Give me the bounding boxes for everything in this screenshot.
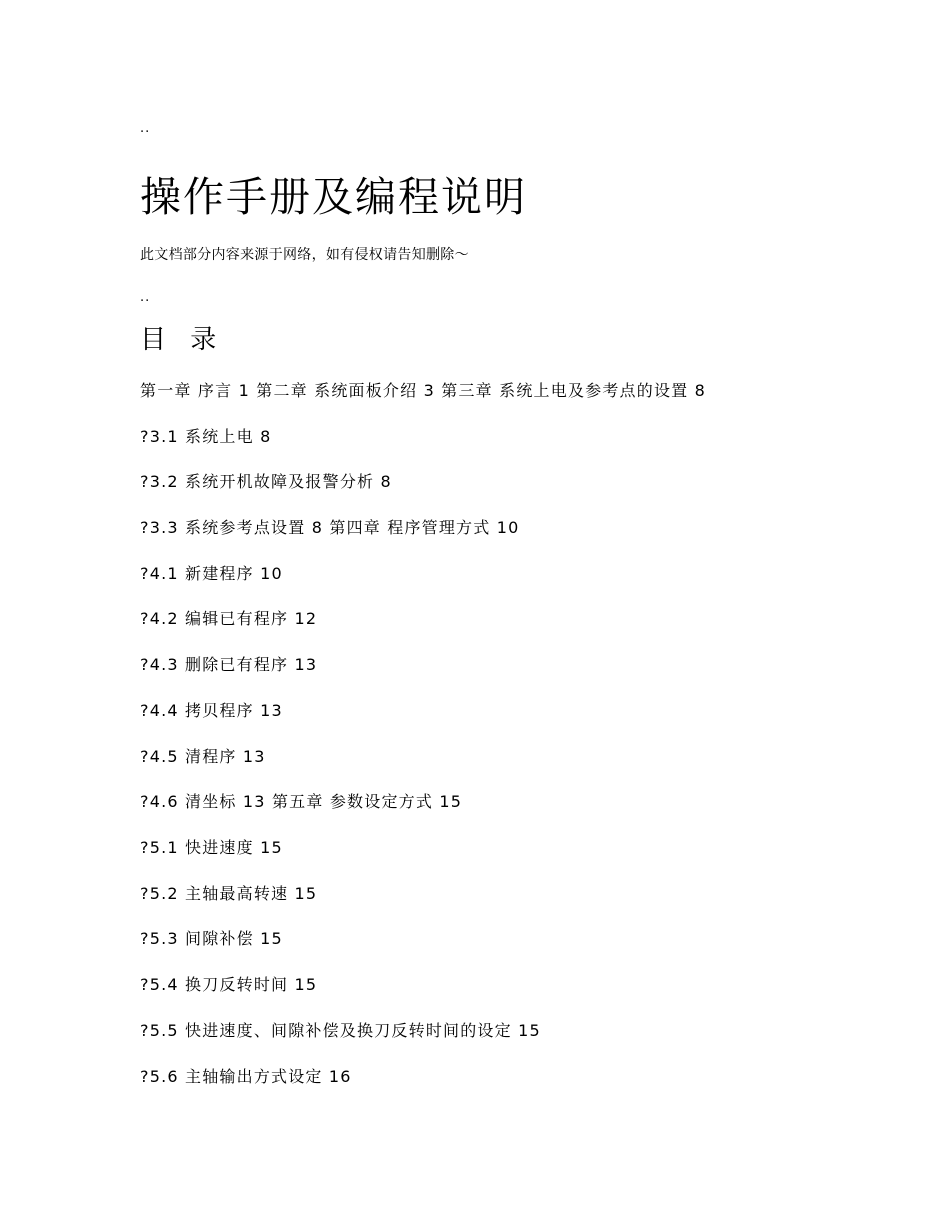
- toc-line: ?4.1 新建程序 10: [140, 564, 283, 583]
- toc-line: ?5.1 快进速度 15: [140, 838, 283, 857]
- toc-line: ?5.6 主轴输出方式设定 16: [140, 1067, 352, 1086]
- toc-line: ?4.6 清坐标 13 第五章 参数设定方式 15: [140, 792, 463, 811]
- toc-line: ?5.5 快进速度、间隙补偿及换刀反转时间的设定 15: [140, 1021, 541, 1040]
- toc-line: ?3.1 系统上电 8: [140, 427, 272, 446]
- toc-line: ?4.2 编辑已有程序 12: [140, 609, 318, 628]
- top-marker: ..: [140, 121, 151, 136]
- toc-line: ?5.4 换刀反转时间 15: [140, 975, 318, 994]
- toc-line: ?3.3 系统参考点设置 8 第四章 程序管理方式 10: [140, 518, 520, 537]
- toc-line: ?4.5 清程序 13: [140, 747, 266, 766]
- toc-heading: 目 录: [140, 325, 225, 355]
- toc-line: 第一章 序言 1 第二章 系统面板介绍 3 第三章 系统上电及参考点的设置 8: [140, 381, 707, 400]
- toc-line: ?3.2 系统开机故障及报警分析 8: [140, 472, 392, 491]
- toc-line: ?5.2 主轴最高转速 15: [140, 884, 318, 903]
- mid-marker: ..: [140, 290, 151, 305]
- toc-line: ?5.3 间隙补偿 15: [140, 929, 283, 948]
- toc-line: ?4.3 删除已有程序 13: [140, 655, 318, 674]
- toc-line: ?4.4 拷贝程序 13: [140, 701, 283, 720]
- source-notice: 此文档部分内容来源于网络，如有侵权请告知删除～: [140, 247, 469, 263]
- document-title: 操作手册及编程说明: [140, 173, 527, 221]
